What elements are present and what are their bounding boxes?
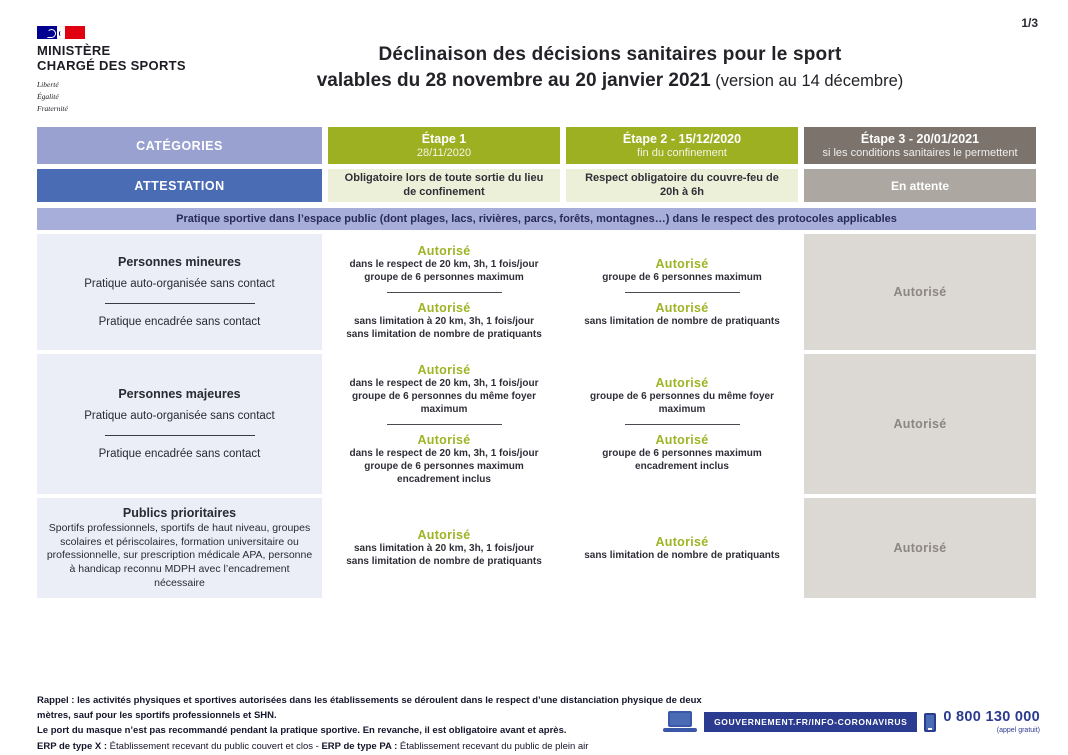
- ministry-logo: [37, 26, 186, 115]
- french-flag-icon: [37, 26, 85, 39]
- divider: [625, 424, 740, 425]
- cell-mineures-etape1: [328, 234, 560, 350]
- etape2-title: Étape 2 - 15/12/2020: [622, 132, 742, 146]
- cell-line: groupe de 6 personnes du même foyer maximum: [590, 390, 774, 415]
- cell-line: groupe de 6 personnes maximum: [602, 271, 762, 283]
- ministry-name-line2: CHARGÉ DES SPORTS: [37, 58, 186, 74]
- category-title: Publics prioritaires: [122, 506, 237, 520]
- footer-masque: Le port du masque n’est pas recommandé pendant la pratique sportive. En revanche, il est obligatoire avant et après.: [37, 725, 567, 737]
- public-space-banner: Pratique sportive dans l’espace public (dont plages, lacs, rivières, parcs, forêts, montagnes…) dans le respect des protocoles applicables: [37, 208, 1036, 230]
- title-line1: Déclinaison des décisions sanitaires pour le sport: [378, 44, 842, 65]
- status-autorise: Autorisé: [417, 362, 471, 377]
- cell-line: dans le respect de 20 km, 3h, 1 fois/jour: [349, 377, 539, 389]
- etape3-title: Étape 3 - 20/01/2021: [860, 132, 980, 146]
- attestation-etape2: Respect obligatoire du couvre-feu de 20h à 6h: [566, 169, 798, 202]
- status-autorise: Autorisé: [417, 243, 471, 258]
- cell-mineures-etape2: [566, 234, 798, 350]
- category-title: Personnes majeures: [118, 387, 241, 402]
- header-categories: CATÉGORIES: [37, 127, 322, 164]
- title-line2: valables du 28 novembre au 20 janvier 2021: [316, 70, 711, 91]
- cell-line: sans limitation à 20 km, 3h, 1 fois/jour: [353, 543, 535, 555]
- cell-line: sans limitation de nombre de pratiquants: [346, 328, 542, 340]
- footer-rappel: Rappel : les activités physiques et sportives autorisées dans les établissements se déroulent dans le respect d’une distanciation physique de deux mètres, sauf pour les sportifs professionnels et SHN.: [37, 695, 702, 722]
- cell-majeures-etape2: [566, 354, 798, 494]
- erp-x-text: Établissement recevant du public couvert et clos -: [107, 740, 322, 752]
- footer-notes: [37, 693, 737, 754]
- divider: [105, 435, 255, 436]
- ministry-name-line1: MINISTÈRE: [37, 43, 111, 58]
- cell-line: groupe de 6 personnes maximum: [364, 271, 524, 283]
- cell-line: sans limitation de nombre de pratiquants: [584, 549, 780, 561]
- divider: [105, 303, 255, 304]
- status-autorise: Autorisé: [655, 300, 709, 315]
- laptop-icon: [663, 710, 697, 734]
- erp-pa-text: Établissement recevant du public de plein air: [397, 740, 589, 752]
- etape3-subtitle: si les conditions sanitaires le permettent: [822, 147, 1018, 159]
- title-version-note: (version au 14 décembre): [710, 72, 904, 90]
- attestation-etape3: En attente: [804, 169, 1036, 202]
- divider: [387, 292, 502, 293]
- motto-fraternite: Fraternité: [37, 103, 68, 113]
- cell-line: dans le respect de 20 km, 3h, 1 fois/jour: [349, 447, 539, 459]
- category-sub1: Pratique auto-organisée sans contact: [84, 410, 275, 423]
- status-autorise: Autorisé: [417, 528, 471, 543]
- phone-icon: [924, 713, 936, 732]
- page-number: 1/3: [1021, 16, 1038, 30]
- cell-prioritaires-etape3: Autorisé: [804, 498, 1036, 598]
- header-etape3: [804, 127, 1036, 164]
- etape1-title: Étape 1: [421, 132, 467, 146]
- cell-line: sans limitation à 20 km, 3h, 1 fois/jour: [353, 315, 535, 327]
- category-title: Personnes mineures: [118, 255, 241, 270]
- cell-line: groupe de 6 personnes maximum encadrement inclus: [364, 460, 524, 485]
- status-autorise: Autorisé: [655, 375, 709, 390]
- category-sub2: Pratique encadrée sans contact: [98, 447, 261, 460]
- table-row-majeures: [37, 354, 1036, 494]
- cell-line: dans le respect de 20 km, 3h, 1 fois/jour: [349, 258, 539, 270]
- etape1-subtitle: 28/11/2020: [416, 147, 472, 159]
- header-etape1: [328, 127, 560, 164]
- table-row-prioritaires: [37, 498, 1036, 587]
- decision-table: [37, 127, 1036, 587]
- contact-block: [663, 710, 1040, 734]
- page-title: [210, 44, 1010, 92]
- erp-x-label: ERP de type X :: [37, 740, 108, 752]
- phone-number: 0 800 130 000: [943, 709, 1040, 726]
- cell-majeures-etape3: Autorisé: [804, 354, 1036, 494]
- status-autorise: Autorisé: [417, 300, 471, 315]
- cell-prioritaires-etape2: [566, 498, 798, 598]
- cell-line: sans limitation de nombre de pratiquants: [346, 556, 542, 568]
- attestation-label: ATTESTATION: [37, 169, 322, 202]
- header-etape2: [566, 127, 798, 164]
- status-autorise: Autorisé: [655, 256, 709, 271]
- divider: [387, 424, 502, 425]
- footer-erp: [37, 739, 737, 754]
- motto-egalite: Égalité: [37, 91, 59, 101]
- motto-liberte: Liberté: [37, 79, 59, 89]
- table-row-mineures: [37, 234, 1036, 350]
- attestation-etape1: Obligatoire lors de toute sortie du lieu de confinement: [328, 169, 560, 202]
- cell-majeures-etape1: [328, 354, 560, 494]
- erp-pa-label: ERP de type PA :: [321, 740, 398, 752]
- category-sub1: Pratique auto-organisée sans contact: [84, 278, 275, 291]
- government-website-badge[interactable]: GOUVERNEMENT.FR/INFO-CORONAVIRUS: [704, 712, 917, 732]
- cell-line: groupe de 6 personnes du même foyer maximum: [352, 390, 536, 415]
- category-prioritaires: [37, 498, 322, 598]
- status-autorise: Autorisé: [417, 432, 471, 447]
- divider: [625, 292, 740, 293]
- cell-line: groupe de 6 personnes maximum encadrement inclus: [602, 447, 762, 472]
- status-autorise: Autorisé: [655, 432, 709, 447]
- etape2-subtitle: fin du confinement: [637, 147, 727, 159]
- category-sub2: Pratique encadrée sans contact: [98, 315, 261, 328]
- category-mineures: [37, 234, 322, 350]
- category-description: Sportifs professionnels, sportifs de haut niveau, groupes scolaires et périscolaires, formation universitaire ou professionnelle, sur prescription médicale APA, personne à handicap reconnu MDPH avec l’encadrement nécessaire: [46, 522, 313, 589]
- cell-line: sans limitation de nombre de pratiquants: [584, 315, 780, 327]
- phone-note: (appel gratuit): [996, 726, 1040, 734]
- cell-mineures-etape3: Autorisé: [804, 234, 1036, 350]
- status-autorise: Autorisé: [655, 534, 709, 549]
- category-majeures: [37, 354, 322, 494]
- cell-prioritaires-etape1: [328, 498, 560, 598]
